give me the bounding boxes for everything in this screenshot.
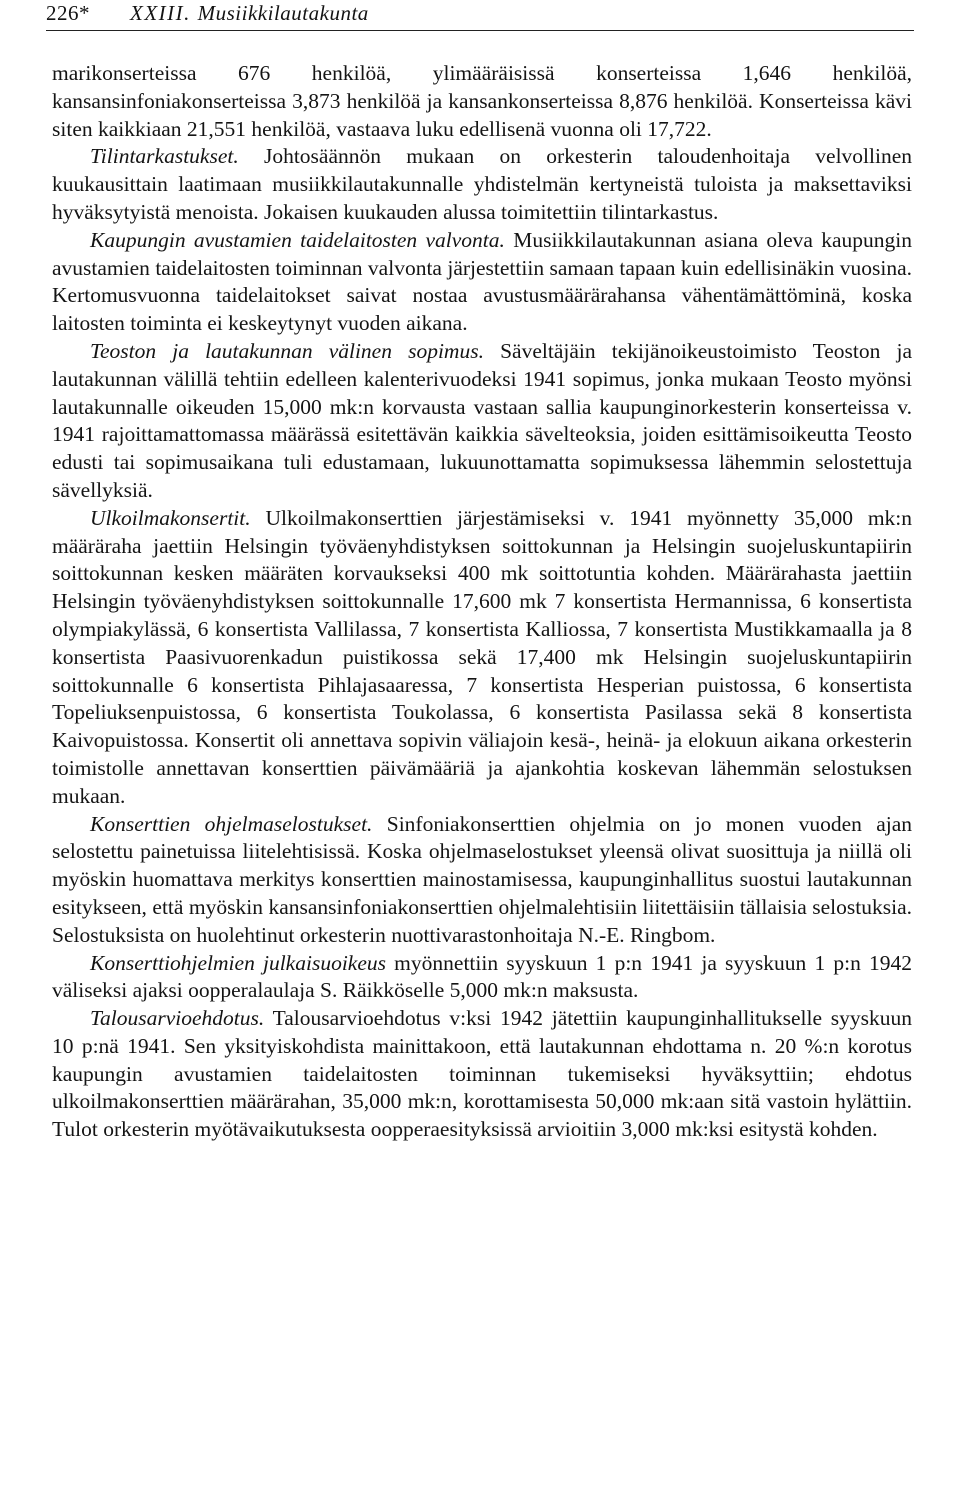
chapter-number: XXIII. bbox=[130, 1, 191, 25]
paragraph-publication-rights bbox=[52, 950, 912, 1006]
paragraph-attendance bbox=[52, 60, 912, 143]
section-heading: Ulkoilmakonsertit. bbox=[90, 505, 251, 530]
paragraph-text: Talousarvioehdotus v:ksi 1942 jätettiin kaupunginhallitukselle syyskuun 10 p:nä 1941. Sen yksityiskohdista mainittakoon, että lautakunnan ehdottama n. 20 %:n korotus kaupungin avustamien taidelaitosten toiminnan tukemiseksi hyväksyttiin; ehdotus ulkoilmakonserttien määrärahan, 35,000 mk:n, korottamisesta 50,000 mk:aan sitä vastoin hylättiin. Tulot orkesterin myötävaikutuksesta oopperaesityksissä arvioitiin 3,000 mk:ksi esitystä kohden. bbox=[52, 1006, 912, 1142]
paragraph-teosto-agreement bbox=[52, 338, 912, 505]
paragraph-budget-proposal bbox=[52, 1005, 912, 1144]
paragraph-supervision bbox=[52, 227, 912, 338]
section-heading: Tilintarkastukset. bbox=[90, 144, 239, 169]
paragraph-audits bbox=[52, 143, 912, 226]
paragraph-outdoor-concerts bbox=[52, 505, 912, 811]
section-heading: Teoston ja lautakunnan välinen sopimus. bbox=[90, 338, 484, 363]
paragraph-text: marikonserteissa 676 henkilöä, ylimääräisissä konserteissa 1,646 henkilöä, kansansinfoniakonserteissa 3,873 henkilöä ja kansankonserteissa 8,876 henkilöä. Konserteissa kävi siten kaikkiaan 21,551 henkilöä, vastaava luku edellisenä vuonna oli 17,722. bbox=[52, 61, 912, 141]
running-header bbox=[46, 0, 914, 31]
paragraph-text: Sinfoniakonserttien ohjelmia on jo monen vuoden ajan selostettu painetuissa liitelehtisissä. Koska ohjelmaselostukset yleensä olivat suosittuja ja niillä oli myöskin huomattava merkitys konserttien mainostamisessa, kaupunginhallitus suostui lautakunnan esitykseen, että myöskin kansansinfoniakonserttien ohjelmalehtisiin liitettäisiin tällaisia selostuksia. Selostuksista on huolehtinut orkesterin nuottivarastonhoitaja N.-E. Ringbom. bbox=[52, 811, 912, 947]
section-heading: Konserttiohjelmien julkaisuoikeus bbox=[90, 950, 386, 975]
chapter-title: Musiikkilautakunta bbox=[197, 1, 369, 25]
paragraph-text: Johtosäännön mukaan on orkesterin taloudenhoitaja velvollinen kuukausittain laatimaan musiikkilautakunnalle yhdistelmän kertyneistä tuloista ja maksettaviksi hyväksytyistä menoista. Jokaisen kuukauden alussa toimitettiin tilintarkastus. bbox=[52, 144, 913, 224]
paragraph-text: Musiikkilautakunnan asiana oleva kaupungin avustamien taidelaitosten toiminnan valvonta järjestettiin samaan tapaan kuin edellisinäkin vuosina. Kertomusvuonna taidelaitokset saivat nostaa avustusmäärärahansa vähentämättöminä, koska laitosten toiminta ei keskeytynyt vuoden aikana. bbox=[52, 227, 912, 336]
page-number: 226* bbox=[46, 1, 90, 25]
section-heading: Talousarvioehdotus. bbox=[90, 1006, 265, 1031]
paragraph-text: myönnettiin syyskuun 1 p:n 1941 ja syyskuun 1 p:n 1942 väliseksi ajaksi oopperalaulaja S. Räikköselle 5,000 mk:n maksusta. bbox=[52, 950, 913, 1003]
paragraph-text: Ulkoilmakonserttien järjestämiseksi v. 1941 myönnetty 35,000 mk:n määräraha jaettiin Helsingin työväenyhdistyksen soittokunnan ja Helsingin suojeluskuntapiirin soittokunnan kesken määräten korvaukseksi 400 mk soittotuntia kohden. Määrärahasta jaettiin Helsingin työväenyhdistyksen soittokunnalle 17,600 mk 7 konsertista Hermannissa, 6 konsertista olympiakylässä, 6 konsertista Vallilassa, 7 konsertista Kalliossa, 7 konsertista Mustikkamaalla ja 8 konsertista Paasivuorenkadun puistikossa sekä 17,400 mk Helsingin suojeluskuntapiirin soittokunnalle 6 konsertista Pihlajasaaressa, 7 konsertista Hesperian puistossa, 6 konsertista Topeliuksenpuistossa, 6 konsertista Toukolassa, 6 konsertista Pasilassa sekä 8 konsertista Kaivopuistossa. Konsertit oli annettava sopivin väliajoin kesä-, heinä- ja elokuun aikana orkesterin toimistolle annettavan konserttien päivämääriä ja ajankohtia koskevan lähemmän selostuksen mukaan. bbox=[52, 505, 913, 808]
running-head bbox=[130, 1, 369, 26]
section-heading: Konserttien ohjelmaselostukset. bbox=[90, 811, 373, 836]
body-text bbox=[52, 60, 912, 1144]
paragraph-text: Säveltäjäin tekijänoikeustoimisto Teoston ja lautakunnan välillä tehtiin edelleen kalenterivuodeksi 1941 sopimus, jonka mukaan Teosto myönsi lautakunnalle oikeuden 15,000 mk:n korvausta vastaan sallia kaupunginorkesterin konserteissa v. 1941 rajoittamattomassa määrässä esitettävän kaikkia sävelteoksia, joiden esittämisoikeutta Teosto edusti tai sopimusaikana tuli edustamaan, lukuunottamatta sopimuksessa lähemmin selostettuja sävellyksiä. bbox=[52, 338, 912, 502]
section-heading: Kaupungin avustamien taidelaitosten valvonta. bbox=[90, 227, 505, 252]
paragraph-program-notes bbox=[52, 811, 912, 950]
